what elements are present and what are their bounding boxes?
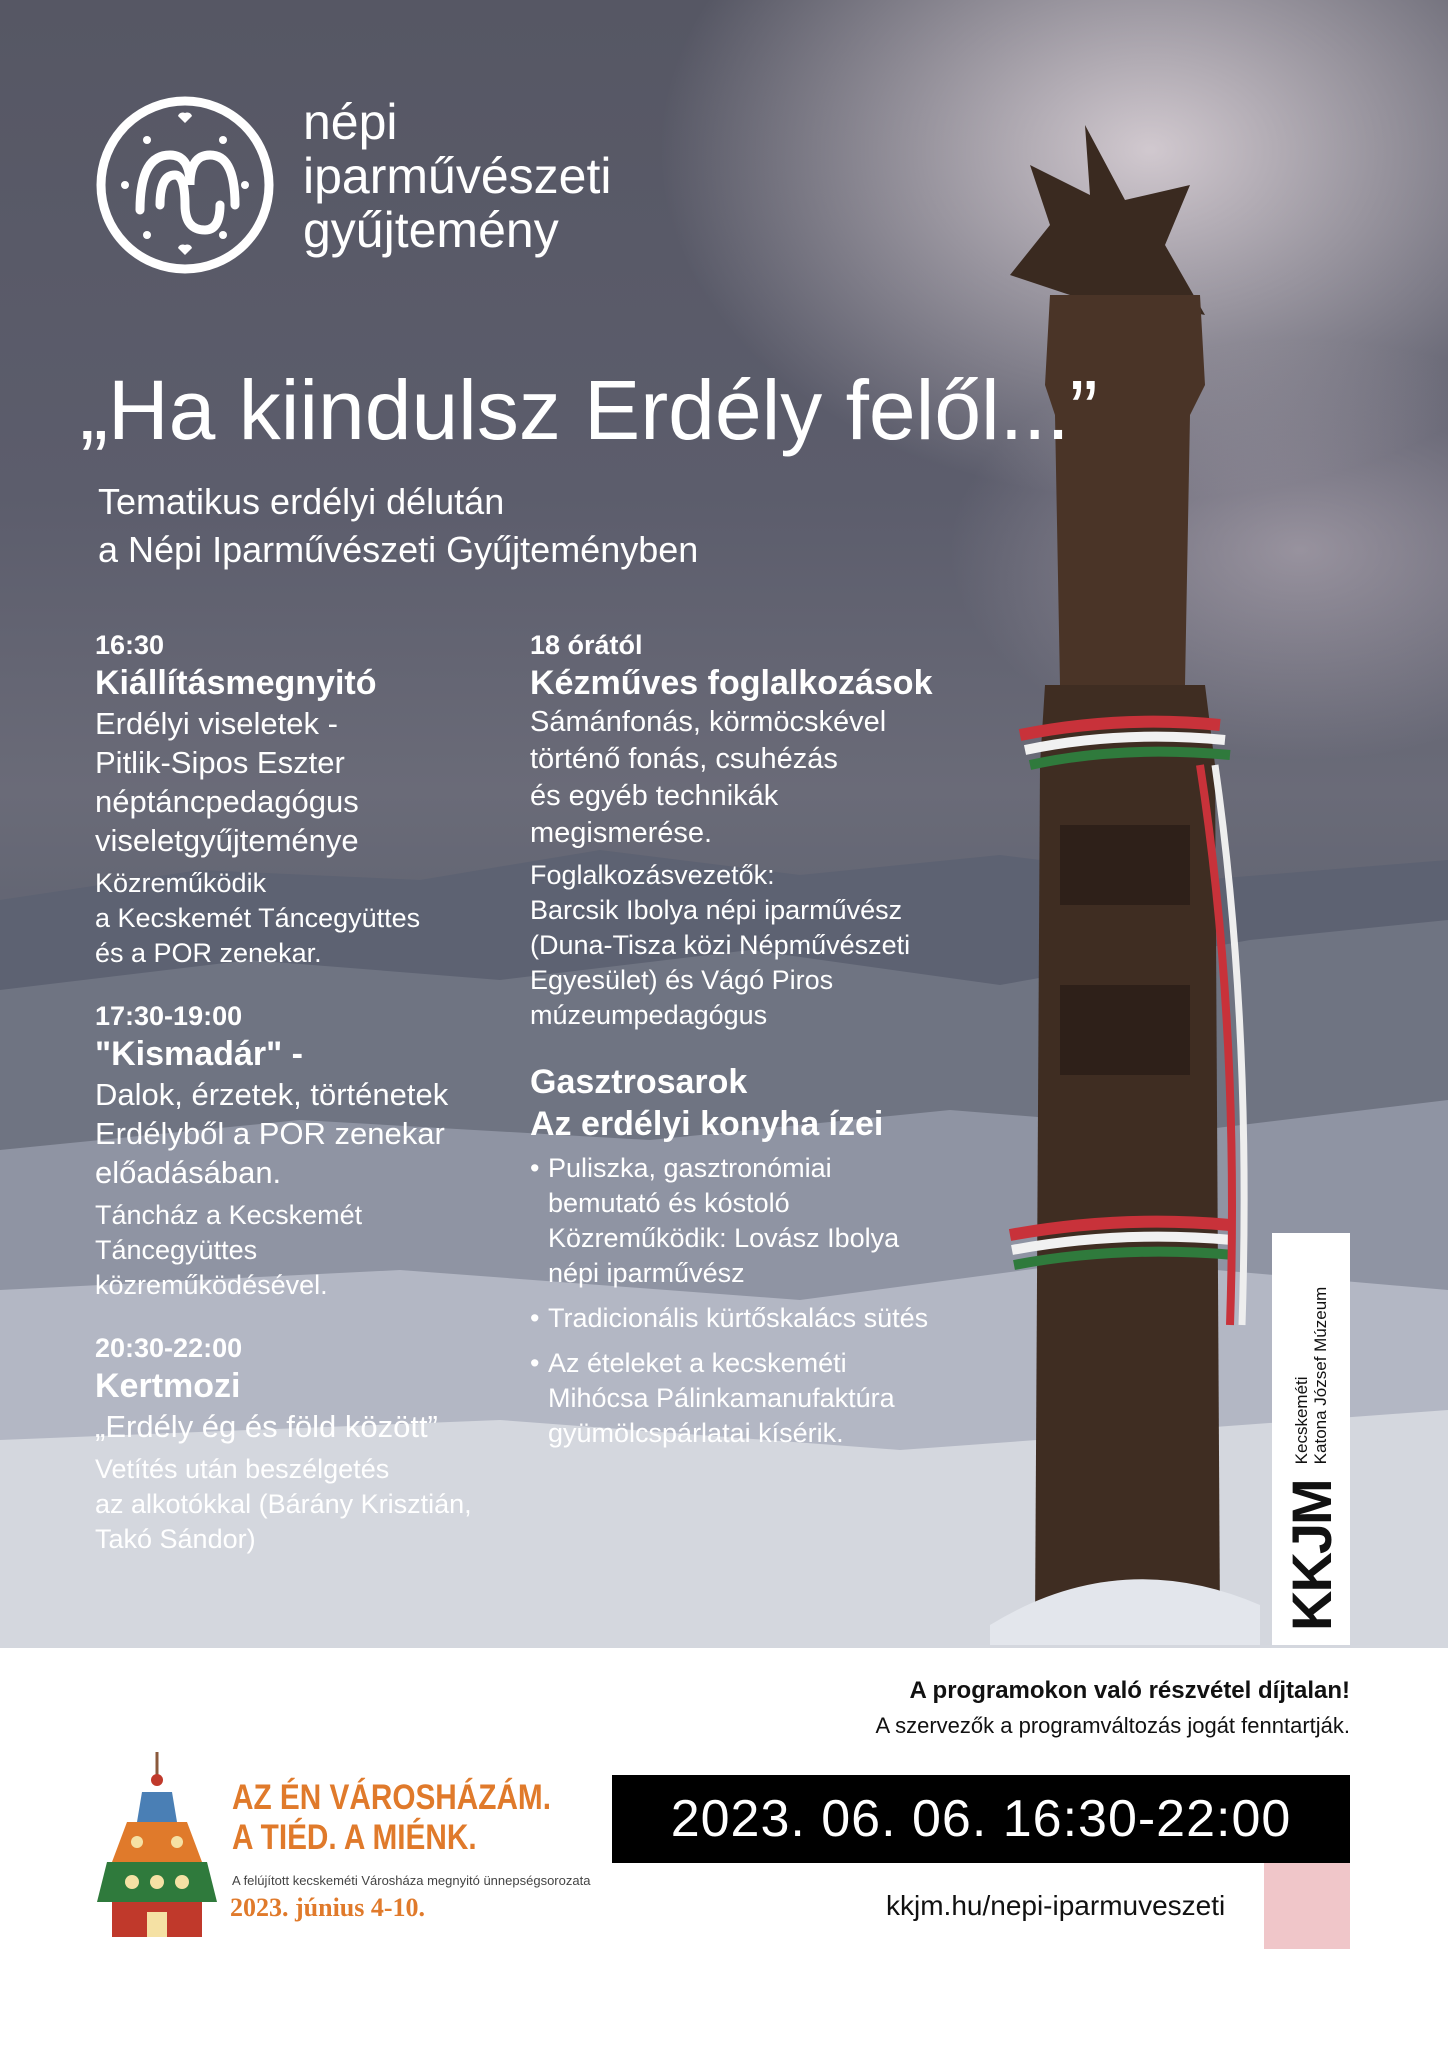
- note-line: közreműködésével.: [95, 1270, 328, 1300]
- program-description: [530, 704, 1000, 852]
- description-line: Erdélyi viseletek -: [95, 706, 338, 741]
- event-date-bar: 2023. 06. 06. 16:30-22:00: [612, 1775, 1350, 1863]
- folk-art-collection-logo-icon: [95, 95, 275, 275]
- slogan-line-2: A TIÉD. A MIÉNK.: [232, 1818, 477, 1857]
- note-line: Táncház a Kecskemét: [95, 1200, 363, 1230]
- list-line: gyümölcspárlatai kísérik.: [548, 1418, 844, 1448]
- subtitle-line-2: a Népi Iparművészeti Gyűjteményben: [98, 529, 699, 570]
- slogan-line-1: AZ ÉN VÁROSHÁZÁM.: [232, 1778, 551, 1817]
- note-line: Barcsik Ibolya népi iparművész: [530, 895, 903, 925]
- description-line: néptáncpedagógus: [95, 784, 359, 819]
- program-description: [95, 704, 535, 860]
- website-link[interactable]: kkjm.hu/nepi-iparmuveszeti: [886, 1890, 1226, 1921]
- program-description: [95, 1407, 535, 1446]
- heading-suffix: -: [282, 1035, 303, 1073]
- town-hall-slogan: [232, 1778, 551, 1858]
- heading-text: "Kismadár": [95, 1035, 283, 1073]
- gastro-list: [530, 1151, 1000, 1451]
- program-time: 20:30-22:00: [95, 1333, 243, 1363]
- list-line: népi iparművész: [548, 1258, 745, 1288]
- description-line: és egyéb technikák: [530, 780, 779, 812]
- program-block-cinema: [95, 1331, 535, 1557]
- program-time: 16:30: [95, 630, 165, 660]
- program-time: 17:30-19:00: [95, 1001, 243, 1031]
- description-line: Dalok, érzetek, történetek: [95, 1077, 449, 1112]
- program-heading: Kiállításmegnyitó: [95, 664, 377, 702]
- list-item: [530, 1346, 1000, 1451]
- program-block-gastro: [530, 1061, 1000, 1451]
- museum-name-line-2: Katona József Múzeum: [1311, 1286, 1330, 1465]
- brand-name: [303, 95, 611, 257]
- museum-logo: [1272, 1233, 1350, 1645]
- museum-logo-content: [1272, 1233, 1350, 1645]
- description-line: viseletgyűjteménye: [95, 823, 359, 858]
- program-left-column: [95, 628, 535, 1585]
- program-heading: Kertmozi: [95, 1367, 241, 1405]
- program-time: 18 órától: [530, 630, 643, 660]
- note-line: Foglalkozásvezetők:: [530, 860, 775, 890]
- program-note: [95, 1198, 535, 1303]
- description-line: Erdélyből a POR zenekar: [95, 1116, 445, 1151]
- program-block-concert: [95, 999, 535, 1303]
- program-subheading: Az erdélyi konyha ízei: [530, 1105, 884, 1143]
- town-hall-dates: 2023. június 4-10.: [230, 1893, 426, 1922]
- program-note: [95, 866, 535, 971]
- description-line: Sámánfonás, körmöcskével: [530, 706, 887, 738]
- list-line: • Puliszka, gasztronómiai: [548, 1153, 832, 1183]
- note-line: Egyesület) és Vágó Piros: [530, 965, 834, 995]
- program-heading: Kézműves foglalkozások: [530, 664, 933, 702]
- pink-square: [1264, 1863, 1350, 1949]
- description-line: történő fonás, csuhézás: [530, 743, 838, 775]
- program-description: [95, 1075, 535, 1192]
- note-line: Közreműködik: [95, 868, 267, 898]
- program-heading: [95, 1033, 535, 1075]
- event-title: „Ha kiindulsz Erdély felől...”: [80, 363, 1098, 457]
- note-line: (Duna-Tisza közi Népművészeti: [530, 930, 911, 960]
- list-line: • Tradicionális kürtőskalács sütés: [548, 1303, 929, 1333]
- list-item: [530, 1151, 1000, 1291]
- town-hall-subtitle: A felújított kecskeméti Városháza megnyitó ünnepségsorozata: [232, 1873, 591, 1888]
- list-line: Közreműködik: Lovász Ibolya: [548, 1223, 900, 1253]
- subtitle-line-1: Tematikus erdélyi délután: [98, 481, 505, 522]
- description-line: Pitlik-Sipos Eszter: [95, 745, 345, 780]
- program-note: [530, 858, 1000, 1033]
- list-line: • Az ételeket a kecskeméti: [548, 1348, 847, 1378]
- museum-name: [1292, 1287, 1330, 1465]
- brand-line-2: iparművészeti: [303, 148, 612, 204]
- program-heading: Gasztrosarok: [530, 1063, 748, 1101]
- note-line: a Kecskemét Táncegyüttes: [95, 903, 421, 933]
- museum-logo-mark: KKJM: [1279, 1480, 1343, 1631]
- note-line: Vetítés után beszélgetés: [95, 1454, 390, 1484]
- note-line: Takó Sándor): [95, 1524, 256, 1554]
- description-line: „Erdély ég és föld között”: [95, 1409, 438, 1444]
- list-item: [530, 1301, 1000, 1336]
- description-line: előadásában.: [95, 1155, 282, 1190]
- program-change-note: A szervezők a programváltozás jogát fenntartják.: [875, 1713, 1350, 1738]
- list-line: bemutató és kóstoló: [548, 1188, 790, 1218]
- brand-line-3: gyűjtemény: [303, 202, 559, 258]
- free-entry-note: A programokon való részvétel díjtalan!: [909, 1677, 1350, 1704]
- program-block-opening: [95, 628, 535, 971]
- event-subtitle: [98, 478, 698, 574]
- program-note: [95, 1452, 535, 1557]
- note-line: és a POR zenekar.: [95, 938, 322, 968]
- carved-wooden-pole: [990, 125, 1260, 1645]
- note-line: múzeumpedagógus: [530, 1000, 768, 1030]
- brand-line-1: népi: [303, 94, 398, 150]
- town-hall-illustration-icon: [92, 1752, 222, 1942]
- program-right-column: [530, 628, 1000, 1479]
- note-line: Táncegyüttes: [95, 1235, 258, 1265]
- note-line: az alkotókkal (Bárány Krisztián,: [95, 1489, 472, 1519]
- program-block-crafts: [530, 628, 1000, 1033]
- list-line: Mihócsa Pálinkamanufaktúra: [548, 1383, 895, 1413]
- description-line: megismerése.: [530, 817, 713, 849]
- museum-name-line-1: Kecskeméti: [1292, 1376, 1311, 1465]
